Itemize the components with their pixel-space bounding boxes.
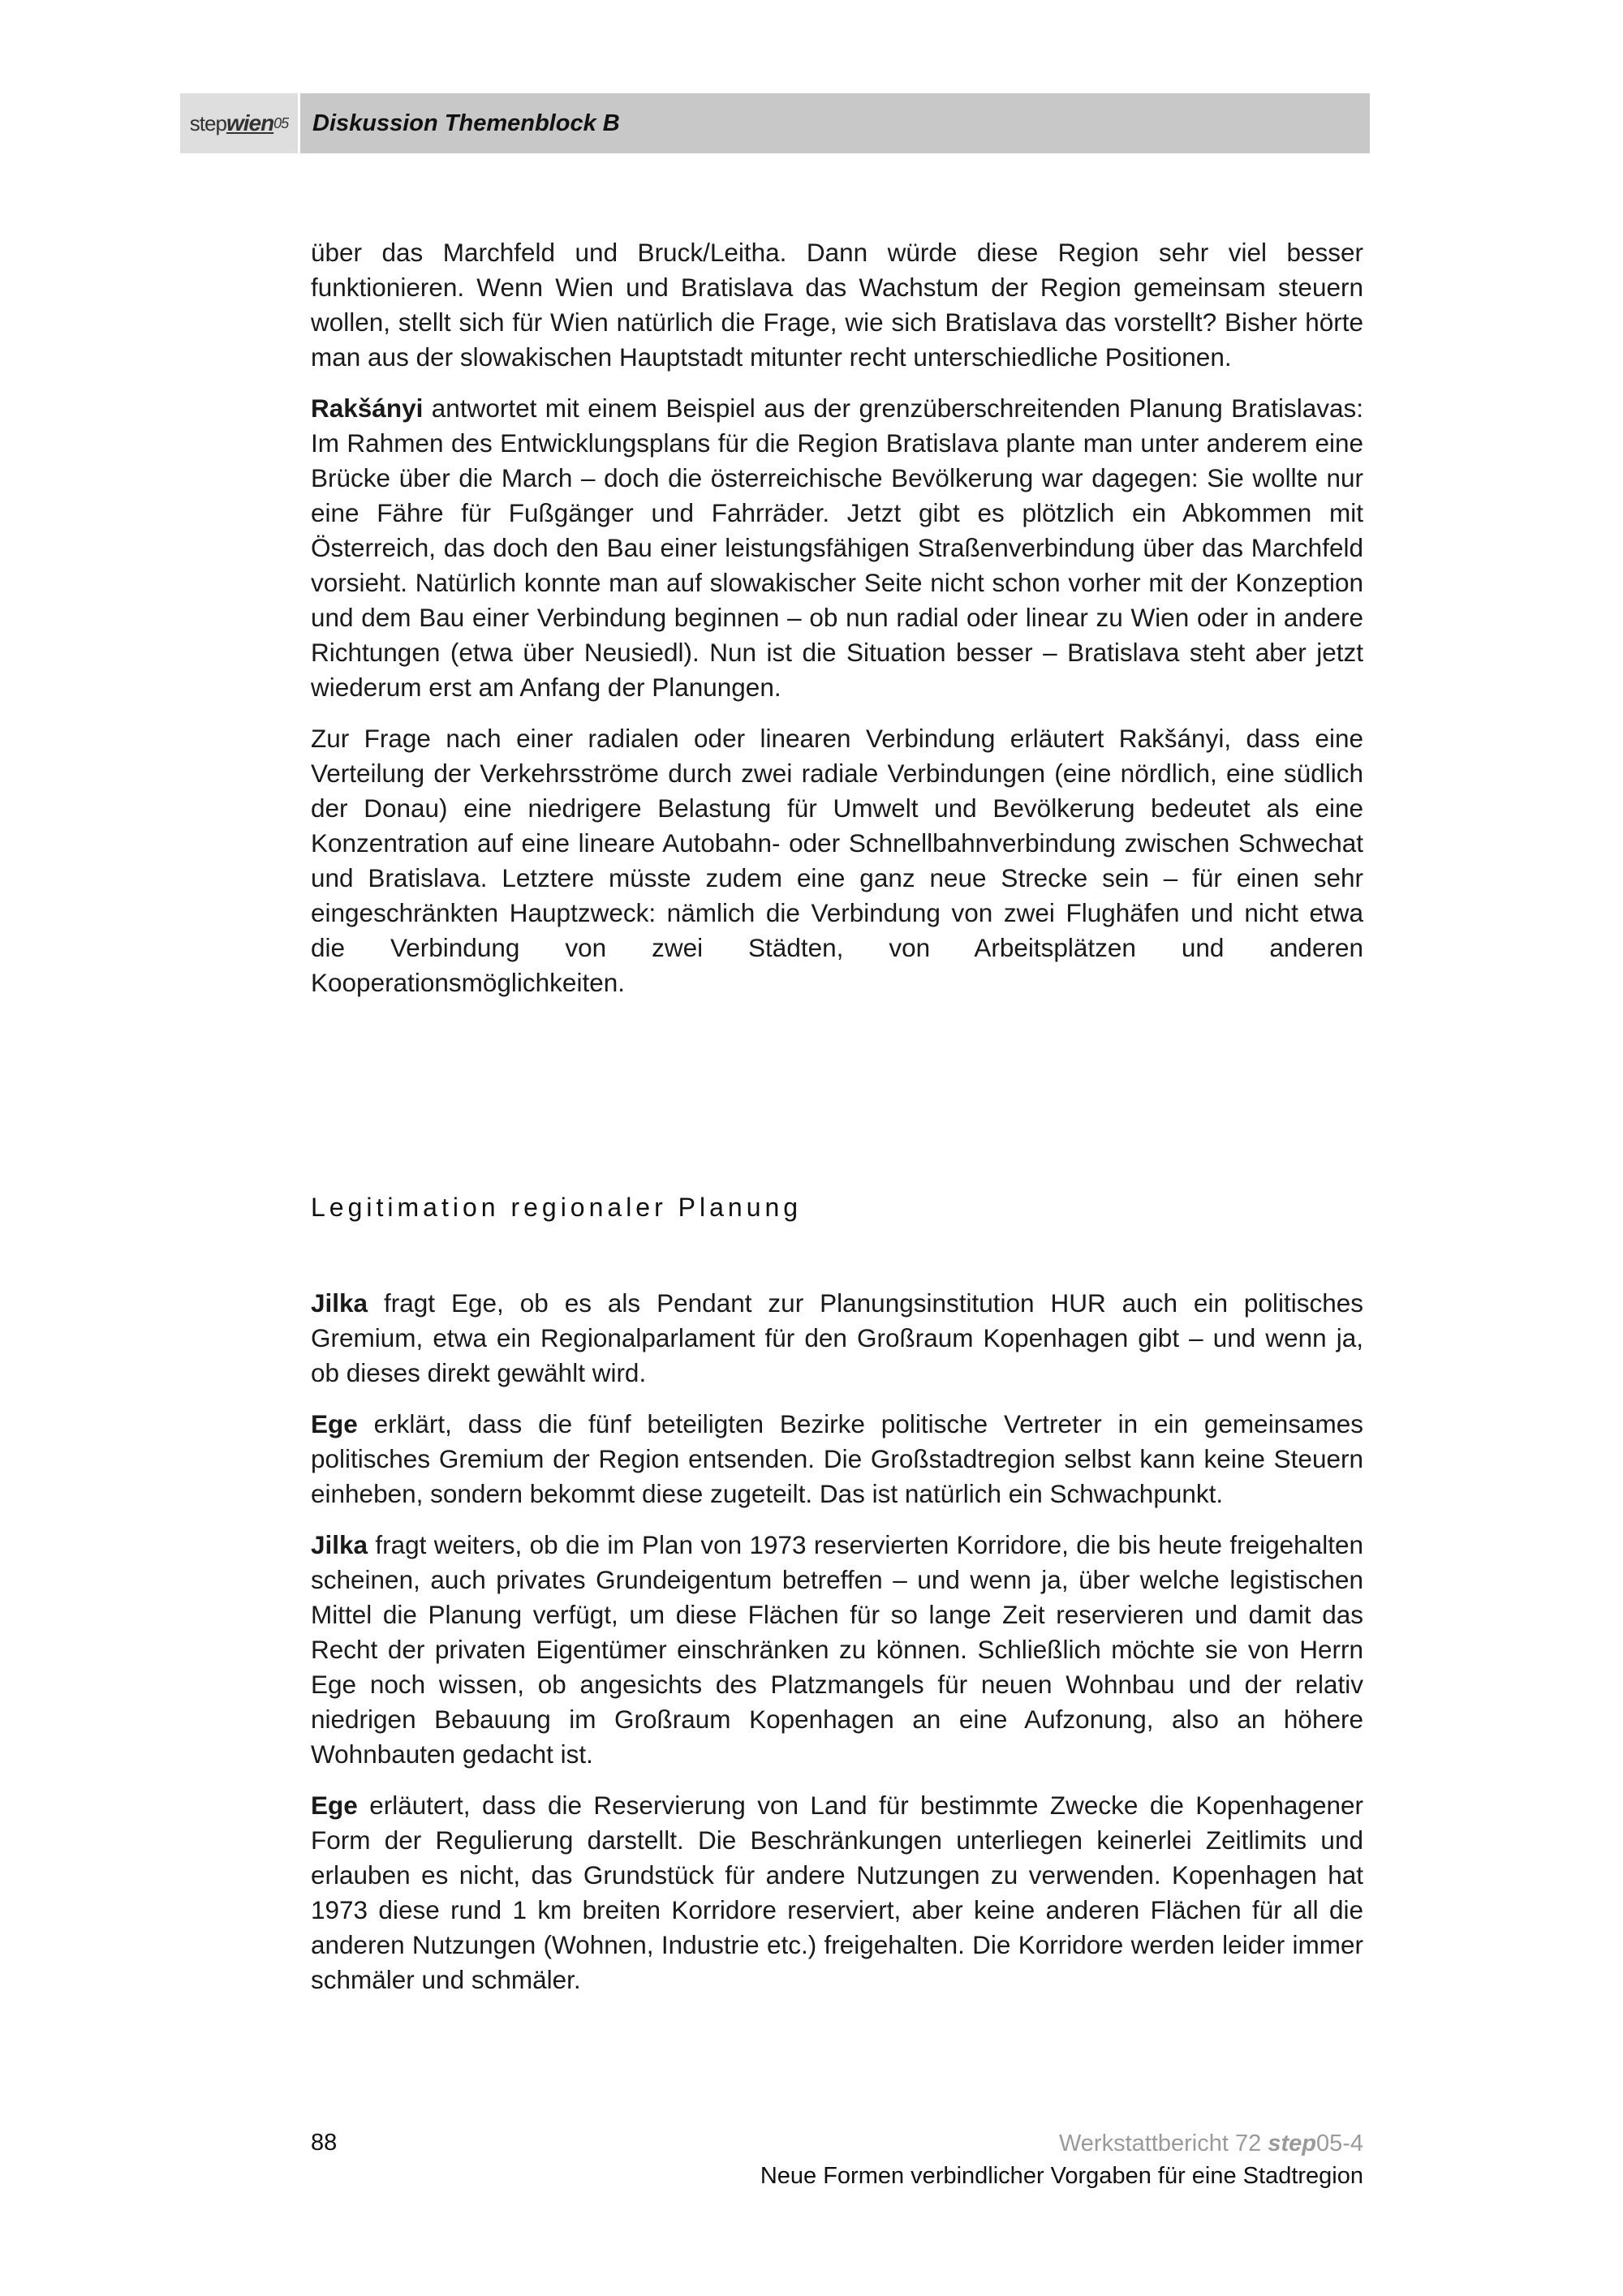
speaker-name: Jilka [311,1530,368,1559]
logo-text-step: step [189,110,226,135]
paragraph-1 [311,235,1363,375]
paragraph-text: erklärt, dass die fünf beteiligten Bezirke politische Vertreter in ein gemeinsames politisches Gremium der Region entsenden. Die Großstadtregion selbst kann keine Steuern einheben, sondern bekommt diese zugeteilt. Das ist natürlich ein Schwachpunkt. [311,1409,1363,1508]
step-wien-logo [180,93,300,153]
footer-series [760,2127,1363,2160]
logo-text-year: 05 [273,114,289,131]
paragraph-3 [311,721,1363,1000]
footer-series-prefix: Werkstattbericht 72 [1058,2130,1268,2156]
section-heading: Legitimation regionaler Planung [311,1193,803,1222]
paragraph-text: antwortet mit einem Beispiel aus der grenzüberschreitenden Planung Bratislavas: Im Rahmen des Entwicklungsplans für die Region Bratislava plante man unter anderem eine Brücke über die March – doch die österreichische Bevölkerung war dagegen: Sie wollte nur eine Fähre für Fußgänger und Fahrräder. Jetzt gibt es plötzlich ein Abkommen mit Österreich, das doch den Bau einer leistungsfähigen Straßenverbindung über das Marchfeld vorsieht. Natürlich konnte man auf slowakischer Seite nicht schon vorher mit der Konzeption und dem Bau einer Verbindung beginnen – ob nun radial oder linear zu Wien oder in andere Richtungen (etwa über Neusiedl). Nun ist die Situation besser – Bratislava steht aber jetzt wiederum erst am Anfang der Planungen. [311,393,1363,702]
speaker-name: Rakšányi [311,393,424,423]
paragraph-text: über das Marchfeld und Bruck/Leitha. Dann würde diese Region sehr viel besser funktionieren. Wenn Wien und Bratislava das Wachstum der Region gemeinsam steuern wollen, stellt sich für Wien natürlich die Frage, wie sich Bratislava das vorstellt? Bisher hörte man aus der slowakischen Hauptstadt mitunter recht unterschiedliche Positionen. [311,238,1363,372]
paragraph-7 [311,1788,1363,1997]
header-title: Diskussion Themenblock B [312,110,620,136]
speaker-name: Ege [311,1791,358,1820]
paragraph-text: erläutert, dass die Reservierung von Land für bestimmte Zwecke die Kopenhagener Form der Regulierung darstellt. Die Beschränkungen unterliegen keinerlei Zeitlimits und erlauben es nicht, das Grundstück für andere Nutzungen zu verwenden. Kopenhagen hat 1973 diese rund 1 km breiten Korridore reserviert, aber keine anderen Flächen für all die anderen Nutzungen (Wohnen, Industrie etc.) freigehalten. Die Korridore werden leider immer schmäler und schmäler. [311,1791,1363,1994]
paragraph-2 [311,391,1363,705]
page-number: 88 [311,2130,338,2156]
paragraph-6 [311,1528,1363,1772]
footer-publication [760,2127,1363,2192]
logo-text-wien: wien [226,110,274,135]
paragraph-text: Zur Frage nach einer radialen oder linearen Verbindung erläutert Rakšányi, dass eine Verteilung der Verkehrsströme durch zwei radiale Verbindungen (eine nördlich, eine südlich der Donau) eine niedrigere Belastung für Umwelt und Bevölkerung bedeutet als eine Konzentration auf eine lineare Autobahn- oder Schnellbahnverbindung zwischen Schwechat und Bratislava. Letztere müsste zudem eine ganz neue Strecke sein – für einen sehr eingeschränkten Hauptzweck: nämlich die Verbindung von zwei Flughäfen und nicht etwa die Verbindung von zwei Städten, von Arbeitsplätzen und anderen Kooperationsmöglichkeiten. [311,724,1363,997]
footer-series-step: step [1268,2130,1316,2156]
section-1-body [311,235,1363,1017]
paragraph-5 [311,1407,1363,1511]
footer-series-suffix: 05-4 [1315,2130,1363,2156]
footer-subtitle: Neue Formen verbindlicher Vorgaben für eine Stadtregion [760,2163,1363,2189]
header-bar [180,93,1370,153]
paragraph-4 [311,1286,1363,1391]
section-2-body [311,1286,1363,2014]
paragraph-text: fragt weiters, ob die im Plan von 1973 reservierten Korridore, die bis heute freigehalten scheinen, auch privates Grundeigentum betreffen – und wenn ja, über welche legistischen Mittel die Planung verfügt, um diese Flächen für so lange Zeit reservieren und damit das Recht der privaten Eigentümer einschränken zu können. Schließlich möchte sie von Herrn Ege noch wissen, ob angesichts des Platzmangels für neuen Wohnbau und der relativ niedrigen Bebauung im Großraum Kopenhagen an eine Aufzonung, also an höhere Wohnbauten gedacht ist. [311,1530,1363,1769]
speaker-name: Ege [311,1409,358,1438]
paragraph-text: fragt Ege, ob es als Pendant zur Planungsinstitution HUR auch ein politisches Gremium, etwa ein Regionalparlament für den Großraum Kopenhagen gibt – und wenn ja, ob dieses direkt gewählt wird. [311,1288,1363,1387]
speaker-name: Jilka [311,1288,368,1318]
